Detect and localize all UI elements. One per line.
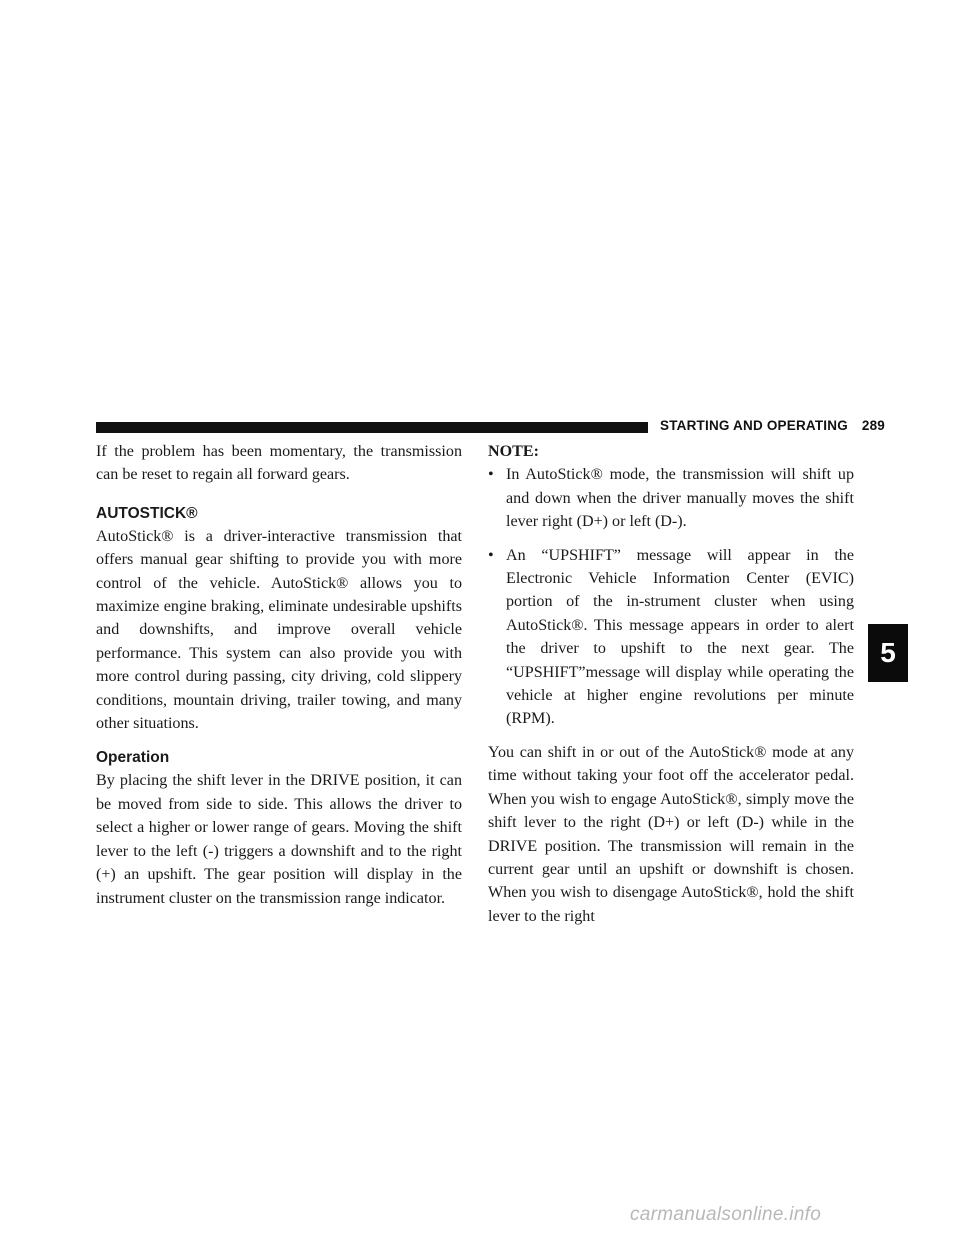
header-rule <box>96 422 648 433</box>
watermark: carmanualsonline.info <box>630 1204 822 1225</box>
note-list <box>488 463 854 730</box>
running-header <box>660 418 885 433</box>
bullet-text: In AutoStick® mode, the transmission will shift up and down when the driver manually moves the shift lever right (D+) or left (D-). <box>506 466 854 531</box>
bullet-icon: • <box>488 546 494 564</box>
operation-heading: Operation <box>96 749 170 767</box>
autostick-heading: AUTOSTICK® <box>96 504 198 522</box>
autostick-paragraph: AutoStick® is a driver-interactive transmission that offers manual gear shifting to provide you with more control of the vehicle. AutoStick® allows you to maximize engine braking, eliminate undesirable upshifts and downshifts, and improve overall vehicle performance. This system can also provide you with more control during passing, city driving, cold slippery conditions, mountain driving, trailer towing, and many other situations. <box>96 527 462 733</box>
chapter-tab: 5 <box>868 624 908 682</box>
note-label: NOTE: <box>488 443 539 460</box>
closing-paragraph: You can shift in or out of the AutoStick® mode at any time without taking your foot off the accelerator pedal. When you wish to engage AutoStick®, simply move the shift lever to the right (D+) or left (D-) while in the DRIVE position. The transmission will remain in the current gear until an upshift or downshift is chosen. When you wish to disengage AutoStick®, hold the shift lever to the right <box>488 743 854 925</box>
left-column <box>96 440 462 910</box>
intro-paragraph: If the problem has been momentary, the transmission can be reset to regain all forward gears. <box>96 443 462 484</box>
right-column <box>488 440 854 928</box>
list-item <box>488 544 854 731</box>
section-title: STARTING AND OPERATING <box>660 418 848 433</box>
page-number: 289 <box>861 418 885 433</box>
list-item <box>488 463 854 533</box>
bullet-text: An “UPSHIFT” message will appear in the Electronic Vehicle Information Center (EVIC) portion of the in-strument cluster when using AutoStick®. This message appears in order to alert the driver to upshift to the next gear. The “UPSHIFT”message will display while operating the vehicle at higher engine revolutions per minute (RPM). <box>506 546 854 728</box>
operation-paragraph: By placing the shift lever in the DRIVE position, it can be moved from side to side. This allows the driver to select a higher or lower range of gears. Moving the shift lever to the left (-) triggers a downshift and to the right (+) an upshift. The gear position will display in the instrument cluster on the transmission range indicator. <box>96 772 462 907</box>
bullet-icon: • <box>488 466 494 484</box>
